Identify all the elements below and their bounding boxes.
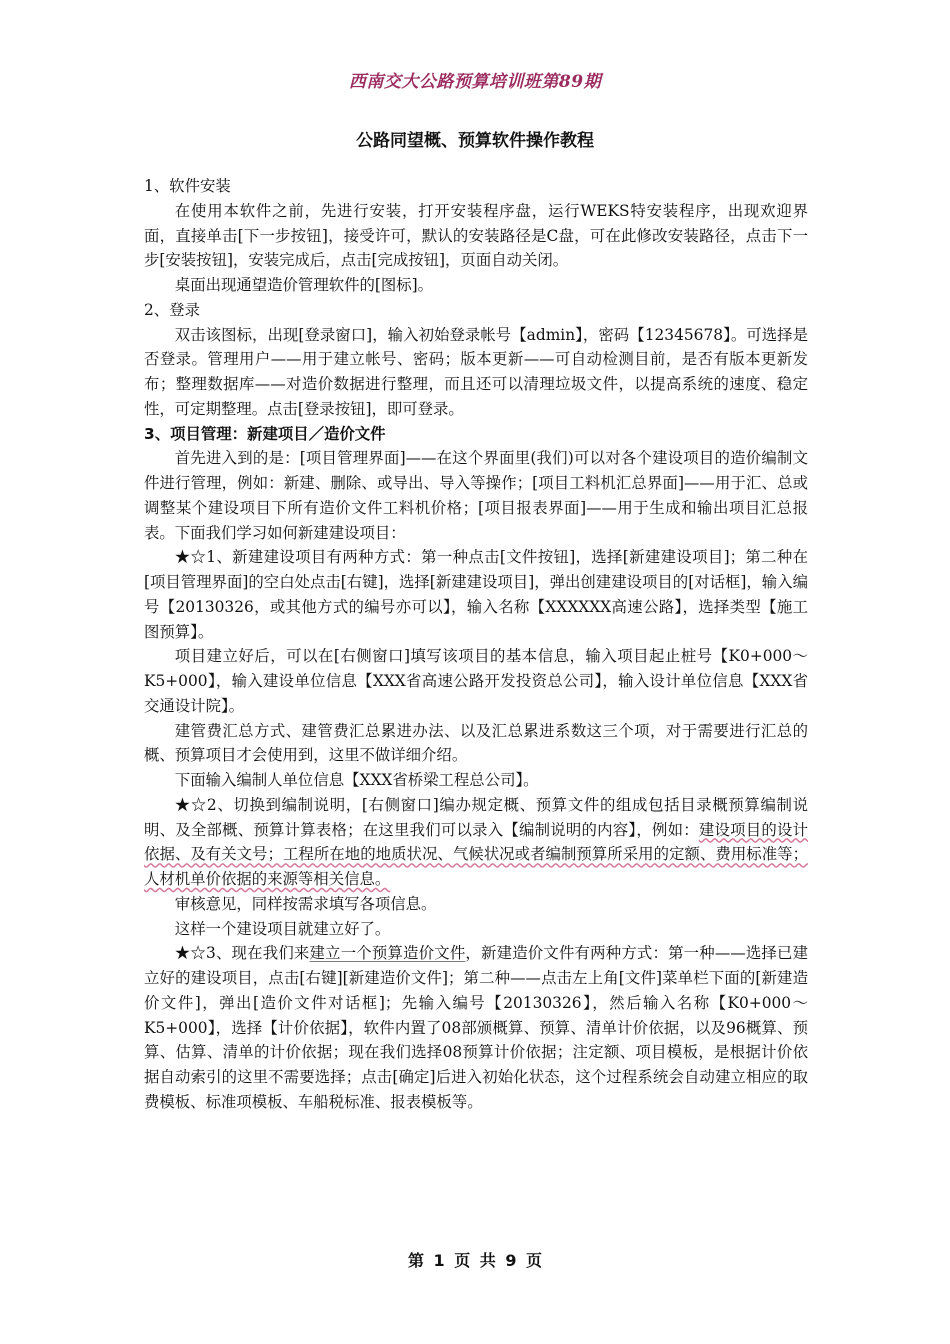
document-title: 公路同望概、预算软件操作教程 [356, 131, 594, 151]
section-heading-login: 2、登录 [144, 300, 200, 319]
paragraph-new-cost-file [144, 941, 808, 1114]
paragraph-fee-summary: 建管费汇总方式、建管费汇总累进办法、以及汇总累进系数这三个项，对于需要进行汇总的概、预算项目才会使用到，这里不做详细介绍。 [144, 721, 808, 765]
paragraph-project-interface: 首先进入到的是：[项目管理界面]——在这个界面里(我们)可以对各个建设项目的造价编制文件进行管理，例如：新建、删除、或导出、导入等操作；[项目工料机汇总界面]——用于汇、总或调整某个建设项目下所有造价文件工料机价格；[项目报表界面]——用于生成和输出项目汇总报表。下面我们学习如何新建建设项目： [144, 449, 808, 542]
compilation-notes-text: ★☆2、切换到编制说明，[右侧窗口]编办规定概、预算文件的组成包括目录概预算编制说明、及全部概、预算计算表格；在这里我们可以录入【编制说明的内容】，例如： [144, 795, 808, 839]
paragraph-project-info: 项目建立好后，可以在[右侧窗口]填写该项目的基本信息，输入项目起止桩号【K0+000～K5+000】，输入建设单位信息【XXX省高速公路开发投资总公司】，输入设计单位信息【XXX省交通设计院】。 [144, 647, 808, 715]
cost-file-steps: ，新建造价文件有两种方式：第一种——选择已建立好的建设项目，点击[右键][新建造价文件]；第二种——点击左上角[文件]菜单栏下面的[新建造价文件]，弹出[造价文件对话框]；先输入编号【20130326】，然后输入名称【K0+000～K5+000】，选择【计价依据】，软件内置了08部颁概算、预算、清单计价依据，以及96概算、预算、估算、清单的计价依据；现在我们选择08预算计价依据；注定额、项目模板，是根据计价依据自动索引的这里不需要选择；点击[确定]后进入初始化状态，这个过程系统会自动建立相应的取费模板、标准项模板、车船税标准、报表模板等。 [144, 944, 808, 1111]
compilation-notes-example: 建设项目的设计依据、及有关文号；工程所在地的地质状况、气候状况或者编制预算所采用的定额、费用标准等；人材机单价依据的来源等相关信息。 [144, 820, 808, 888]
section-heading-install: 1、软件安装 [144, 177, 231, 195]
paragraph-review: 审核意见，同样按需求填写各项信息。 [174, 894, 437, 913]
paragraph-compilation-notes [144, 793, 808, 892]
page-header: 西南交大公路预算培训班第89期 [348, 72, 602, 92]
paragraph-compiler-info: 下面输入编制人单位信息【XXX省桥梁工程总公司】。 [174, 771, 539, 789]
paragraph-login-steps: 双击该图标，出现[登录窗口]，输入初始登录帐号【admin】，密码【12345678】。可选择是否登录。管理用户——用于建立帐号、密码；版本更新——可自动检测目前，是否有版本更新发布；整理数据库——对造价数据进行整理，而且还可以清理垃圾文件，以提高系统的速度、稳定性，可定期整理。点击[登录按钮]，即可登录。 [144, 325, 808, 418]
cost-file-intro: ★☆3、现在我们来 [174, 944, 310, 963]
paragraph-install-steps: 在使用本软件之前，先进行安装，打开安装程序盘，运行WEKS特安装程序，出现欢迎界面，直接单击[下一步按钮]，接受许可，默认的安装路径是C盘，可在此修改安装路径，点击下一步[安装按钮]，安装完成后，点击[完成按钮]，页面自动关闭。 [144, 201, 808, 270]
page-footer: 第 1 页 共 9 页 [407, 1251, 543, 1270]
paragraph-desktop-icon: 桌面出现通望造价管理软件的[图标]。 [174, 276, 434, 294]
paragraph-project-done: 这样一个建设项目就建立好了。 [174, 919, 391, 938]
paragraph-new-project: ★☆1、新建建设项目有两种方式：第一种点击[文件按钮]，选择[新建建设项目]；第二种在[项目管理界面]的空白处点击[右键]，选择[新建建设项目]，弹出创建建设项目的[对话框]，输入编号【20130326，或其他方式的编号亦可以】，输入名称【XXXXXX高速公路】，选择类型【施工图预算】。 [144, 548, 808, 641]
cost-file-underlined: 建立一个预算造价文件 [309, 944, 466, 963]
document-body [144, 174, 808, 1115]
section-heading-project-management: 3、项目管理：新建项目／造价文件 [144, 424, 386, 443]
